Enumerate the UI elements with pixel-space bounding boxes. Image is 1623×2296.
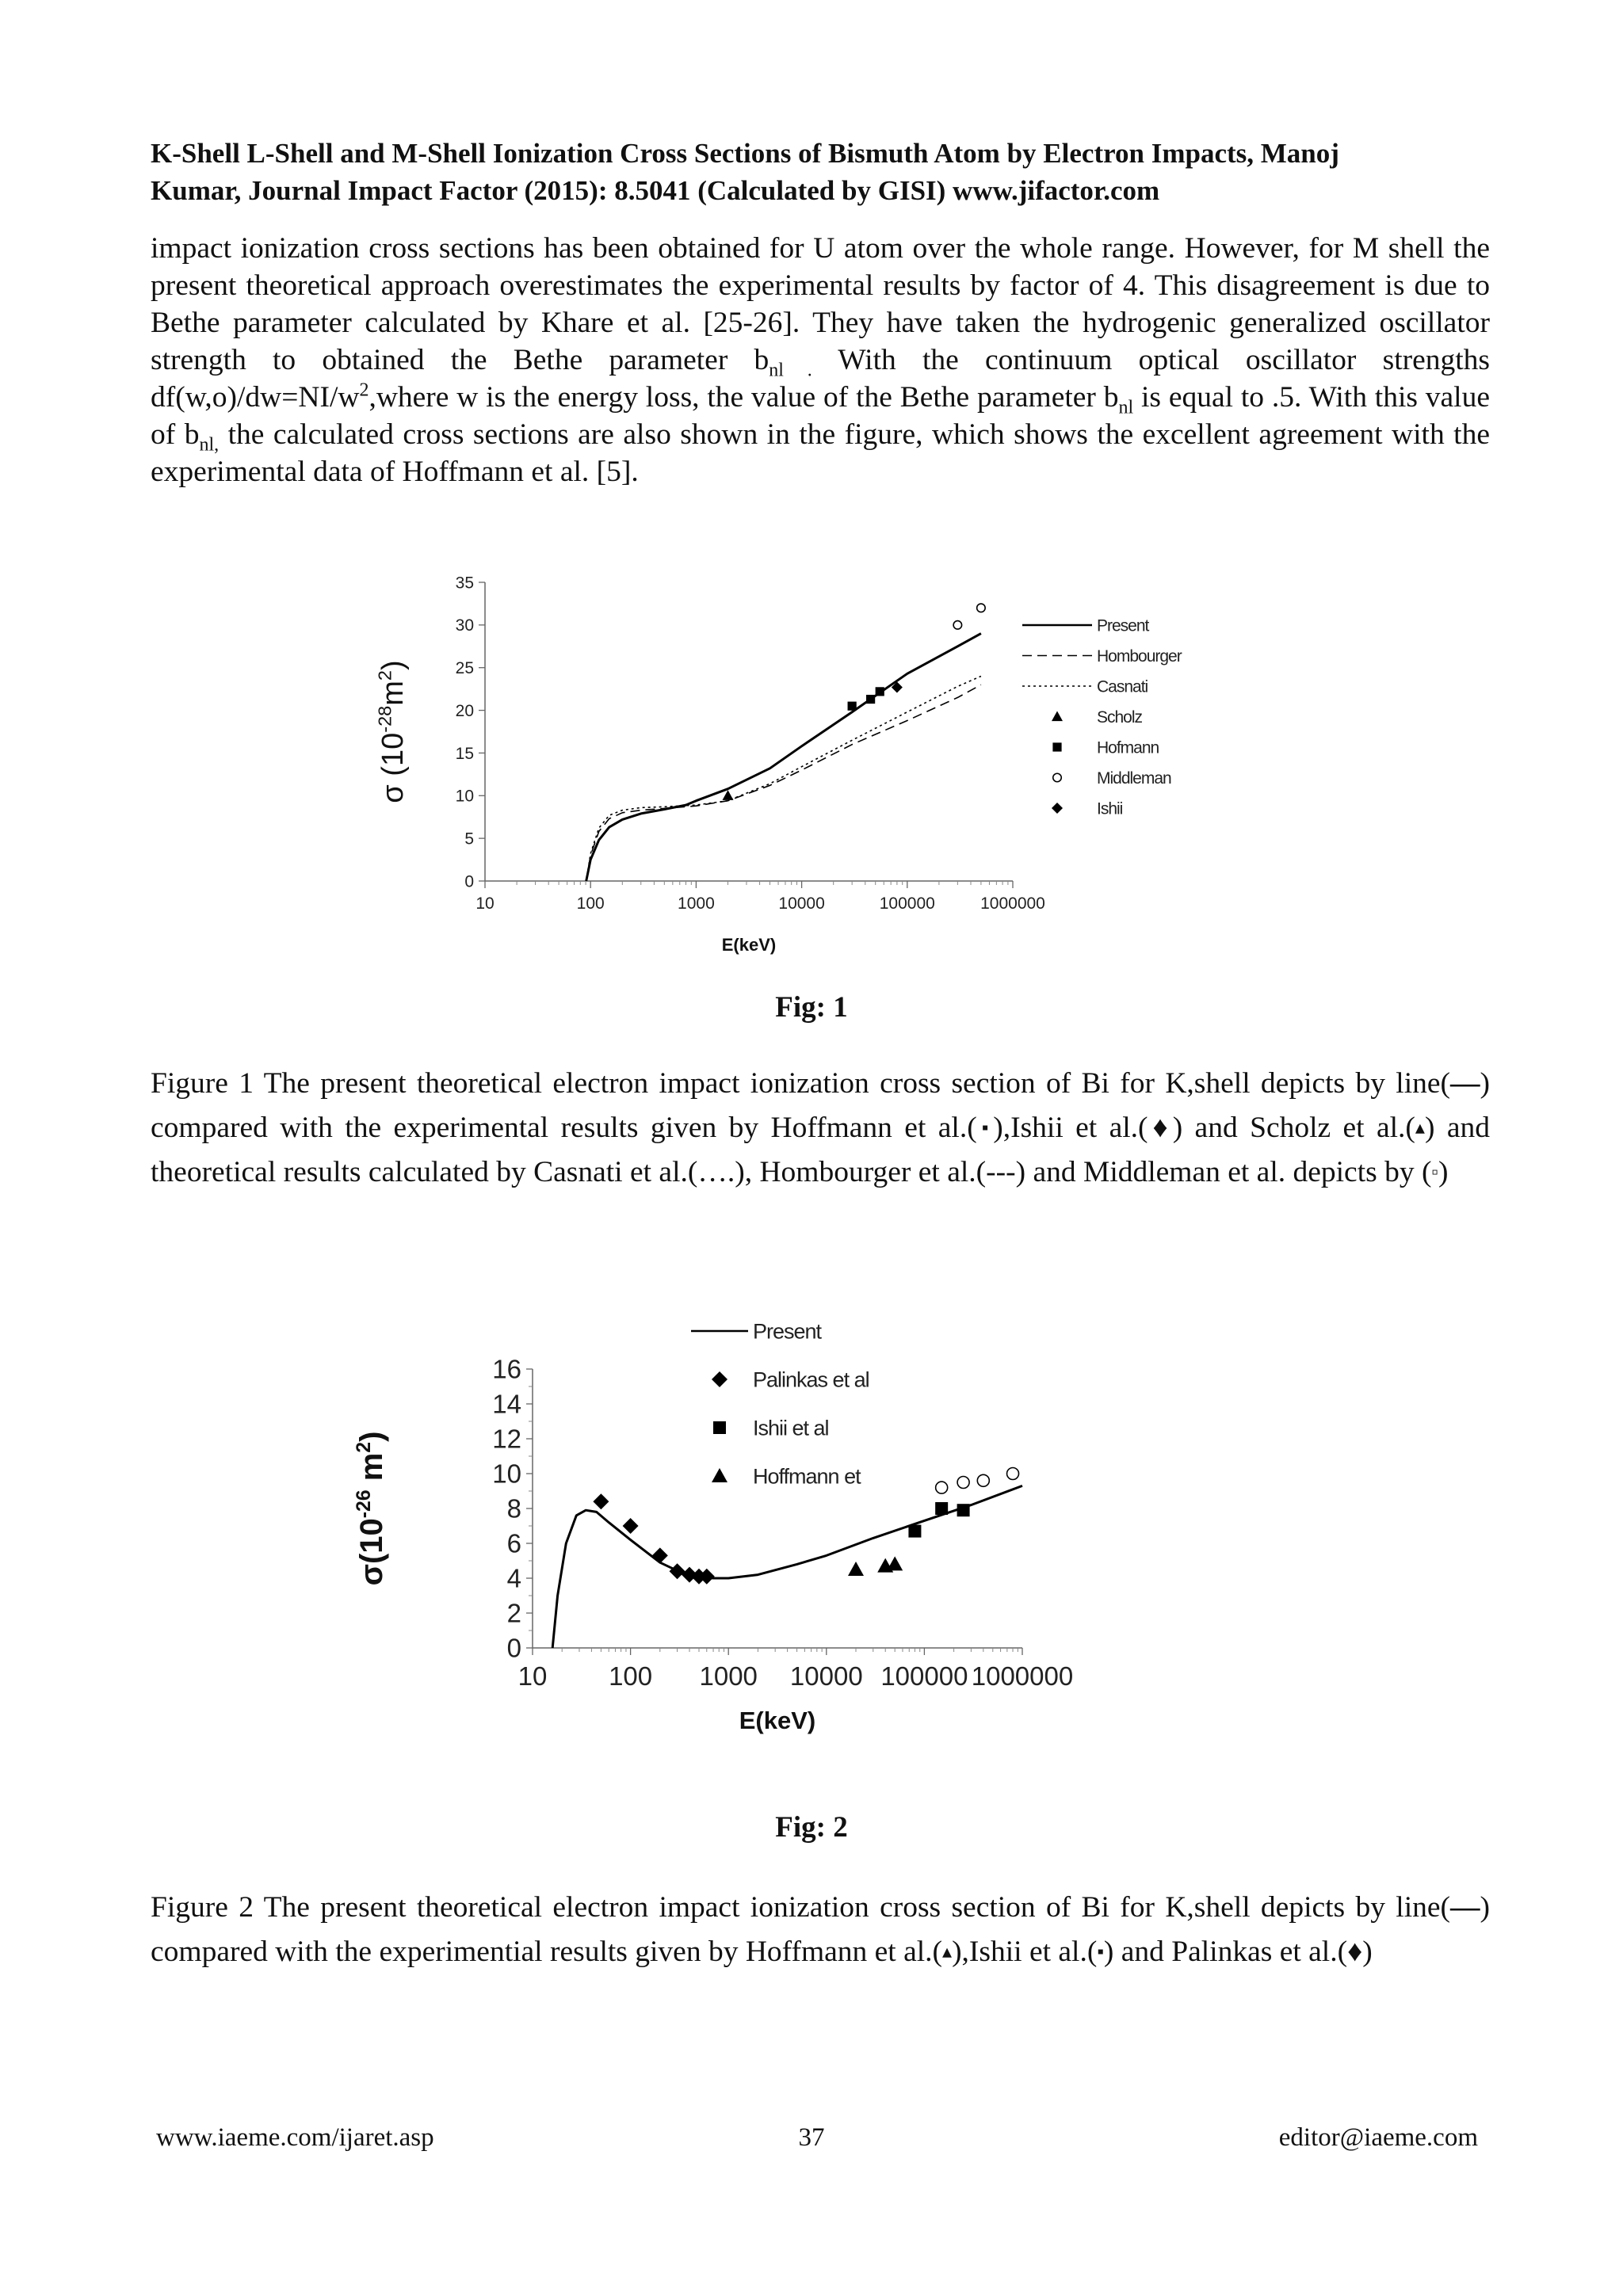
footer-website: www.iaeme.com/ijaret.asp [156, 2123, 434, 2152]
footer-email: editor@iaeme.com [1278, 2123, 1478, 2152]
data-point-palinkas-et-al [593, 1493, 609, 1509]
y-axis-label-part: σ(10 [354, 1518, 389, 1586]
y-axis-label-part: ) [376, 660, 410, 670]
data-point-middleman-et-al [1007, 1468, 1019, 1480]
caption-text: ) [1438, 1156, 1449, 1188]
legend-label: Present [753, 1319, 822, 1344]
caption-text: Figure 2 The present theoretical electron impact ionization cross section of Bi for K,shell depicts by line( [151, 1891, 1450, 1924]
line-symbol: — [1450, 1891, 1480, 1924]
series-line-hombourger [586, 685, 981, 881]
y-tick-label: 0 [506, 1633, 521, 1663]
legend-marker-palinkas-et-al [712, 1371, 727, 1387]
legend-label: Ishii et al [753, 1416, 829, 1440]
caption-text: ),Ishii et al.( [993, 1112, 1148, 1144]
x-axis-label: E(keV) [721, 935, 777, 955]
y-axis-label-part: -26 [353, 1489, 375, 1519]
x-tick-label: 1000000 [971, 1661, 1074, 1691]
data-point-scholz [722, 790, 733, 800]
subscript: nl . [769, 360, 812, 381]
legend-marker-hoffmann-et-al [712, 1468, 727, 1482]
body-text: is equal to .5. With this value of b [151, 381, 1490, 451]
y-tick-label: 0 [464, 872, 474, 891]
caption-text: ) [1362, 1936, 1373, 1968]
data-point-ishii-et-al [935, 1502, 948, 1515]
x-tick-label: 1000000 [980, 894, 1045, 913]
y-tick-label: 16 [492, 1354, 521, 1384]
legend-marker-middleman [1053, 773, 1062, 782]
y-axis-label-part: 2 [353, 1441, 375, 1453]
body-text: impact ionization cross sections has been obtained for U atom over the whole range. However, for M shell the present theoretical approach overestimates the experimental results by factor of 4. This disagreement is due to Bethe parameter calculated by Khare et al. [25-26]. They have taken the hydrogenic generalized oscillator strength to obtained the Bethe parameter b [151, 232, 1490, 376]
data-point-palinkas-et-al [670, 1563, 685, 1579]
triangle-symbol: ▴ [1415, 1118, 1425, 1138]
caption-text: ) and Palinkas et al.( [1103, 1936, 1348, 1968]
y-tick-label: 6 [506, 1528, 521, 1558]
y-axis-label [375, 660, 410, 803]
data-point-ishii-et-al [908, 1525, 921, 1538]
legend-label: Middleman [1097, 769, 1171, 788]
y-tick-label: 5 [464, 830, 474, 849]
data-point-hoffmann-et-al [887, 1556, 903, 1570]
figure-2-caption [151, 1886, 1490, 1974]
line-symbol: — [1450, 1067, 1480, 1100]
figure-2-chart [0, 1299, 1623, 1759]
y-tick-label: 10 [492, 1459, 521, 1489]
data-point-palinkas-et-al [623, 1518, 639, 1534]
data-point-ishii-et-al [957, 1504, 970, 1516]
body-text: ,where w is the energy loss, the value of the Bethe parameter b [369, 381, 1119, 414]
y-axis-label-part: m [376, 681, 410, 706]
superscript: 2 [359, 379, 369, 401]
square-symbol: ▪ [976, 1118, 994, 1138]
caption-text: ),Ishii et al.( [952, 1936, 1098, 1968]
caption-text: ) compared with the experimental results given by Hoffmann et al.( [151, 1067, 1490, 1144]
y-axis-label-part: -28 [374, 705, 395, 733]
data-point-hoffmann-et-al [848, 1562, 864, 1576]
y-axis-label [353, 1432, 389, 1586]
figure-1-chart [0, 555, 1623, 974]
x-tick-label: 100000 [880, 1661, 968, 1691]
series-line-present [586, 634, 981, 881]
legend-marker-hofmann [1052, 742, 1061, 751]
y-axis-label-part: ) [354, 1431, 389, 1442]
legend-label: Scholz [1097, 707, 1143, 727]
x-tick-label: 1000 [678, 894, 715, 913]
data-point-middleman [953, 621, 962, 630]
x-tick-label: 10000 [778, 894, 825, 913]
data-point-hofmann [876, 687, 884, 696]
legend-marker-scholz [1052, 711, 1063, 722]
x-tick-label: 100000 [879, 894, 935, 913]
caption-text: ) and theoretical results calculated by Casnati et al.(….), Hombourger et al.(---) and Middleman et al. depicts by ( [151, 1112, 1490, 1188]
diamond-symbol: ♦ [1347, 1936, 1363, 1968]
y-tick-label: 8 [506, 1493, 521, 1524]
data-point-middleman-et-al [957, 1477, 969, 1489]
body-text: With the continuum optical oscillator strengths df(w,o)/dw=NI/w [151, 344, 1491, 414]
legend-marker-ishii [1052, 803, 1063, 814]
y-tick-label: 14 [492, 1389, 521, 1419]
data-point-hofmann [848, 702, 857, 711]
diamond-symbol: ♦ [1148, 1112, 1173, 1144]
caption-text: ) and Scholz et al.( [1172, 1112, 1415, 1144]
y-tick-label: 30 [455, 616, 474, 635]
legend-label: Hofmann [1097, 738, 1159, 757]
series-line-present [552, 1486, 1022, 1648]
data-point-middleman-et-al [977, 1474, 989, 1486]
y-tick-label: 15 [455, 744, 474, 763]
figure-1-caption [151, 1062, 1490, 1195]
legend-label: Ishii [1097, 799, 1123, 818]
y-tick-label: 20 [455, 701, 474, 720]
y-axis-label-part: 2 [374, 669, 395, 681]
legend-marker-ishii-et-al [713, 1421, 726, 1434]
data-point-middleman [977, 604, 986, 612]
y-tick-label: 2 [506, 1598, 521, 1628]
x-tick-label: 10 [517, 1661, 548, 1691]
body-paragraph [151, 230, 1490, 490]
body-text: the calculated cross sections are also shown in the figure, which shows the excellent agreement with the experimental data of Hoffmann et al. [5]. [151, 418, 1490, 488]
triangle-symbol: ▴ [942, 1942, 953, 1962]
legend-label: Hoffmann et [753, 1464, 861, 1489]
subscript: nl, [199, 434, 220, 456]
legend-label: Palinkas et al [753, 1367, 869, 1392]
x-tick-label: 10 [475, 894, 495, 913]
x-tick-label: 10000 [789, 1661, 863, 1691]
legend-label: Casnati [1097, 677, 1148, 696]
y-tick-label: 10 [455, 787, 474, 806]
data-point-palinkas-et-al [652, 1547, 668, 1563]
header-line-2: Kumar, Journal Impact Factor (2015): 8.5041 (Calculated by GISI) www.jifactor.com [151, 175, 1160, 206]
figure-1-label: Fig: 1 [775, 991, 848, 1024]
caption-text: Figure 1 The present theoretical electron impact ionization cross section of Bi for K,shell depicts by line( [151, 1067, 1450, 1100]
figure-2-label: Fig: 2 [775, 1811, 848, 1844]
legend-label: Hombourger [1097, 646, 1182, 666]
y-axis-label-part: σ (10 [376, 732, 410, 803]
x-tick-label: 100 [576, 894, 605, 913]
page-number: 37 [798, 2123, 825, 2152]
data-point-hofmann [866, 695, 875, 704]
header-line-1: K-Shell L-Shell and M-Shell Ionization Cross Sections of Bismuth Atom by Electron Impacts, Manoj [151, 138, 1339, 169]
y-tick-label: 12 [492, 1424, 521, 1454]
x-axis-label: E(keV) [739, 1707, 816, 1734]
x-tick-label: 1000 [699, 1661, 758, 1691]
circle-symbol: ▫ [1431, 1162, 1438, 1183]
running-header [151, 135, 1490, 209]
x-tick-label: 100 [609, 1661, 653, 1691]
square-symbol: ▪ [1097, 1942, 1104, 1962]
y-tick-label: 4 [506, 1563, 521, 1593]
y-axis-label-part: m [354, 1452, 389, 1490]
y-tick-label: 25 [455, 659, 474, 678]
subscript: nl [1118, 397, 1134, 418]
caption-text: ) compared with the experimential results given by Hoffmann et al.( [151, 1891, 1490, 1968]
data-point-middleman-et-al [936, 1482, 948, 1493]
legend-label: Present [1097, 616, 1149, 635]
y-tick-label: 35 [455, 574, 474, 593]
